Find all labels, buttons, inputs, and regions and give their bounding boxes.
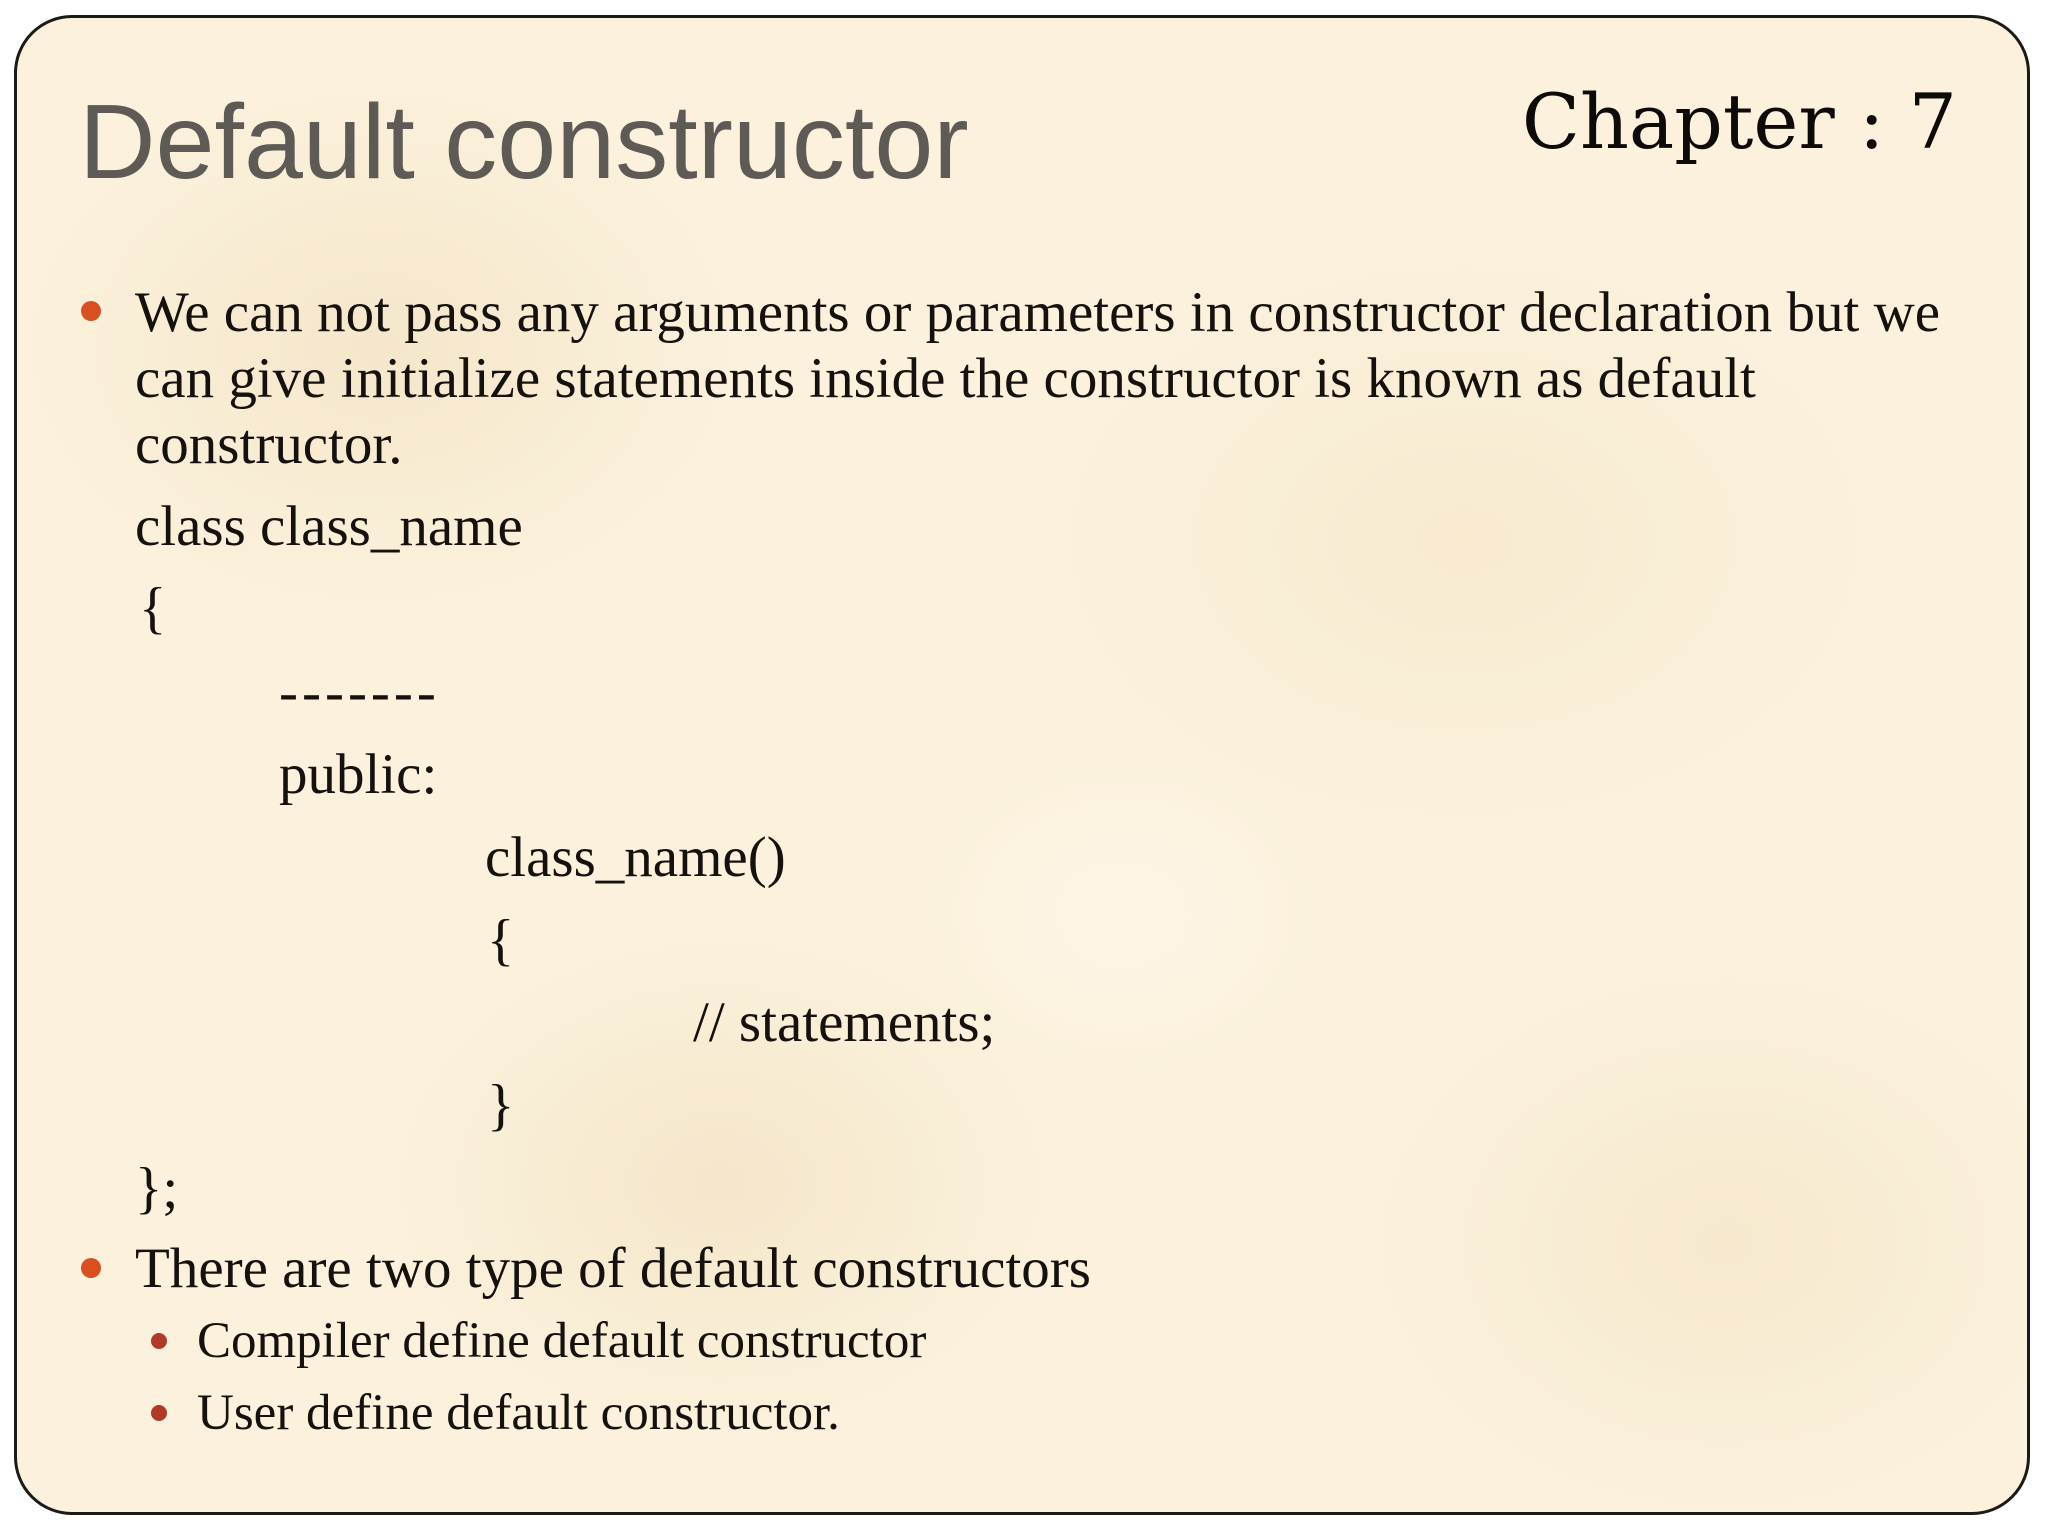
sub-bullet-dot bbox=[151, 1405, 167, 1421]
code-line: } bbox=[487, 1074, 515, 1137]
code-line: { bbox=[139, 577, 167, 640]
bullet-text: There are two type of default constructors bbox=[135, 1237, 1091, 1300]
bullet-dot bbox=[81, 301, 101, 321]
code-line: class class_name bbox=[135, 495, 523, 558]
code-line: // statements; bbox=[693, 991, 996, 1054]
code-line: }; bbox=[135, 1157, 179, 1220]
code-line: class_name() bbox=[485, 826, 786, 889]
code-line: ------- bbox=[279, 661, 440, 724]
chapter-label: Chapter : 7 bbox=[1521, 77, 1957, 166]
sub-bullet-text: User define default constructor. bbox=[197, 1385, 840, 1441]
sub-bullet-text: Compiler define default constructor bbox=[197, 1313, 927, 1369]
bullet-text: We can not pass any arguments or parameters in constructor declaration but we can give initialize statements inside the constructor is known as default constructor. bbox=[135, 281, 1941, 476]
code-line: { bbox=[487, 909, 515, 972]
code-line: public: bbox=[279, 743, 438, 806]
sub-bullet-dot bbox=[151, 1333, 167, 1349]
slide-title: Default constructor bbox=[79, 83, 969, 201]
bullet-dot bbox=[81, 1258, 101, 1278]
slide bbox=[14, 15, 2030, 1515]
